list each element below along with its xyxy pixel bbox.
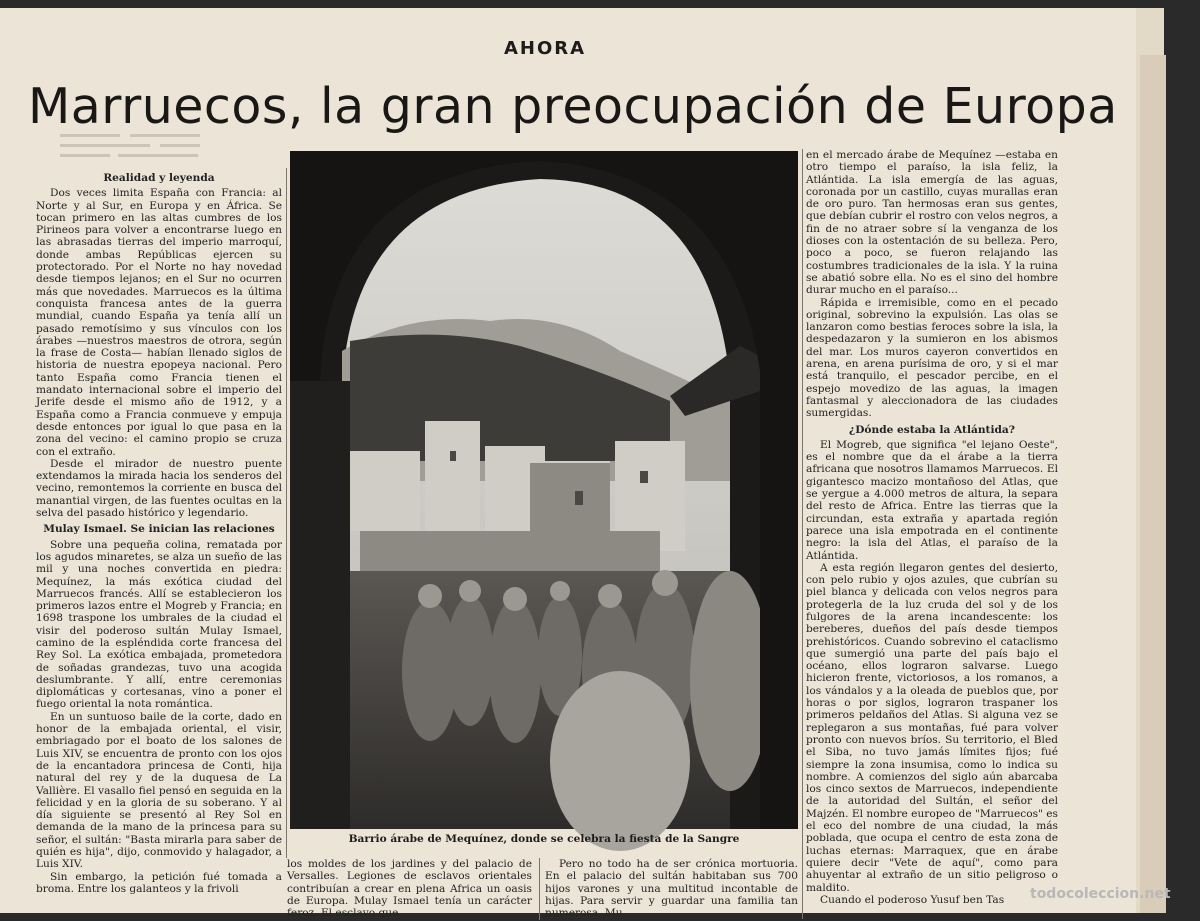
paragraph: En un suntuoso baile de la corte, dado en honor de la embajada oriental, el visir, embriagado por el boato de los salones de Luis XIV, se encuentra de pronto con los ojos de la encantadora princesa de Conti, hija natural del rey y de la duquesa de La Vallière. El vasallo fiel pensó en seguida en la felicidad y en la gloria de su soberano. Y al día siguiente se presentó al Rey Sol en demanda de la mano de la princesa para su señor, el sultán: "Basta mirarla para saber de quién es hija", dijo, conmovido y halagador, a Luis XIV. <box>36 710 282 871</box>
article-column-left <box>36 168 282 920</box>
subheading-atlantida: ¿Dónde estaba la Atlántida? <box>849 423 1015 436</box>
paragraph: en el mercado árabe de Mequínez —estaba en otro tiempo el paraíso, la isla feliz, la Atlántida. La isla emergía de las aguas, coronada por un castillo, cuyas murallas eran de oro puro. Tan hermosas eran sus gentes, que debían cubrir el rostro con velos negros, a fin de no atraer sobre sí la venganza de los dioses con la ostentación de su belleza. Pero, poco a poco, se fueron relajando las costumbres tradicionales de la isla. Y la ruina se abatió sobre ella. No es el sino del hombre durar mucho en el paraíso... <box>806 149 1058 297</box>
show-through-texture <box>60 132 210 162</box>
article-column-bottom-right <box>545 858 798 921</box>
paragraph: Pero no todo ha de ser crónica mortuoria. En el palacio del sultán habitaban sus 700 hijos varones y una multitud incontable de hijas. Para servir y guardar una familia tan numerosa, Mu <box>545 858 798 920</box>
watermark-tld: .net <box>1139 886 1171 902</box>
page-edge <box>1140 55 1166 913</box>
article-column-bottom-left <box>287 858 532 921</box>
column-rule <box>286 168 287 858</box>
watermark <box>1030 886 1200 902</box>
column-rule <box>539 858 540 920</box>
column-rule <box>802 149 803 919</box>
subheading-realidad: Realidad y leyenda <box>103 172 215 184</box>
paragraph: Dos veces limita España con Francia: al Norte y al Sur, en Europa y en África. Se tocan primero en las altas cumbres de los Pirineos para volver a encontrarse luego en las abrasadas tierras del imperio marroquí, donde ambas Repúblicas ejercen su protectorado. Por el Norte no hay novedad desde tiempos lejanos; en el Sur no ocurren más que novedades. Marruecos es la última conquista francesa antes de la guerra mundial, cuando España ya tenía allí un pasado remotísimo y sus vínculos con los árabes —nuestros maestros de otrora, según la frase de Costa— habían llenado siglos de historia de nuestra epopeya nacional. Pero tanto España como Francia tienen el mandato internacional sobre el imperio del Jerife desde el mismo año de 1912, y a España como a Francia conmueve y empuja desde entonces por igual lo que pasa en la zona del vecino: el camino propio se cruza con el extraño. <box>36 187 282 458</box>
paragraph: Cuando el poderoso Yusuf ben Tas <box>820 893 1005 906</box>
photo-caption: Barrio árabe de Mequínez, donde se celebra la fiesta de la Sangre <box>348 833 740 845</box>
newspaper-page <box>0 8 1142 920</box>
paragraph: Sin embargo, la petición fué tomada a broma. Entre los galanteos y la frivoli <box>36 870 282 895</box>
subheading-mulay-ismael: Mulay Ismael. Se inician las relaciones <box>43 523 275 536</box>
paragraph: Rápida e irremisible, como en el pecado original, sobrevino la expulsión. Las olas se lanzaron como bestias feroces sobre la isla, la despedazaron y la sumieron en los abismos del mar. Los muros cayeron convertidos en arena, en arena purísima de oro, y si el mar está tranquilo, el pescador percibe, en el espejo movedizo de las aguas, la imagen fantasmal y aleccionadora de las ciudades sumergidas. <box>806 296 1058 420</box>
paragraph: El Mogreb, que significa "el lejano Oeste", es el nombre que da el árabe a la tierra africana que nosotros llamamos Marruecos. El gigantesco macizo montañoso del Atlas, que se yergue a 4.000 metros de altura, la separa del resto de Africa. Entre las tierras que la circundan, esta extraña y apartada región parece una isla empotrada en el continente negro: la isla del Atlas, el paraíso de la Atlántida. <box>806 438 1058 562</box>
headline: Marruecos, la gran preocupación de Europa <box>28 78 1118 135</box>
paragraph: los moldes de los jardines y del palacio de Versalles. Legiones de esclavos orientales contribuían a crear en plena Africa un oasis de Europa. Mulay Ismael tenía un carácter feroz. El esclavo que <box>287 858 532 920</box>
article-column-right <box>806 149 1058 921</box>
masthead: AHORA <box>503 38 587 59</box>
photo-mequinez <box>290 151 798 829</box>
watermark-brand: todocoleccion <box>1030 886 1140 902</box>
paragraph: Desde el mirador de nuestro puente extendamos la mirada hacia los senderos del vecino, remontemos la corriente en busca del manantial virgen, de las fuentes ocultas en la selva del pasado histórico y legendario. <box>36 457 282 520</box>
paragraph: Sobre una pequeña colina, rematada por los agudos minaretes, se alza un sueño de las mil y una noches convertida en piedra: Mequínez, la más exótica ciudad del Marruecos francés. Allí se establecieron los primeros lazos entre el Mogreb y Francia; en 1698 traspone los umbrales de la ciudad el visir del poderoso sultán Mulay Ismael, camino de la espléndida corte francesa del Rey Sol. La exótica embajada, prometedora de soñadas grandezas, tuvo una acogida deslumbrante. Y allí, entre ceremonias diplomáticas y cortesanas, vino a poner el fuego oriental la nota romántica. <box>36 538 282 711</box>
paragraph: A esta región llegaron gentes del desierto, con pelo rubio y ojos azules, que cubrían su piel blanca y delicada con velos negros para protegerla de la luz cruda del sol y de los fulgores de la arena incandescente: los bereberes, dueños del país desde tiempos prehistóricos. Cuando sobrevino el cataclismo que sumergió una parte del país bajo el océano, ellos lograron salvarse. Luego hicieron frente, victoriosos, a los romanos, a los vándalos y a la oleada de pueblos que, por horas o por siglos, lograron traspaner los primeros peldaños del Atlas. Si alguna vez se replegaron a sus montañas, fué para volver pronto con nuevos bríos. Su territorio, el Bled el Siba, no tuvo jamás límites fijos; fué siempre la zona insumisa, como lo indica su nombre. A comienzos del siglo aún abarcaba los cinco sextos de Marruecos, independiente de la autoridad del Sultán, el señor del Majzén. El nombre europeo de "Marruecos" es el eco del nombre de una ciudad, la más poblada, que ocupa el centro de esta zona de luchas eternas: Marraquex, que en árabe quiere decir "Vete de aquí", como para ahuyentar al extraño de un sitio peligroso o maldito. <box>806 561 1058 894</box>
